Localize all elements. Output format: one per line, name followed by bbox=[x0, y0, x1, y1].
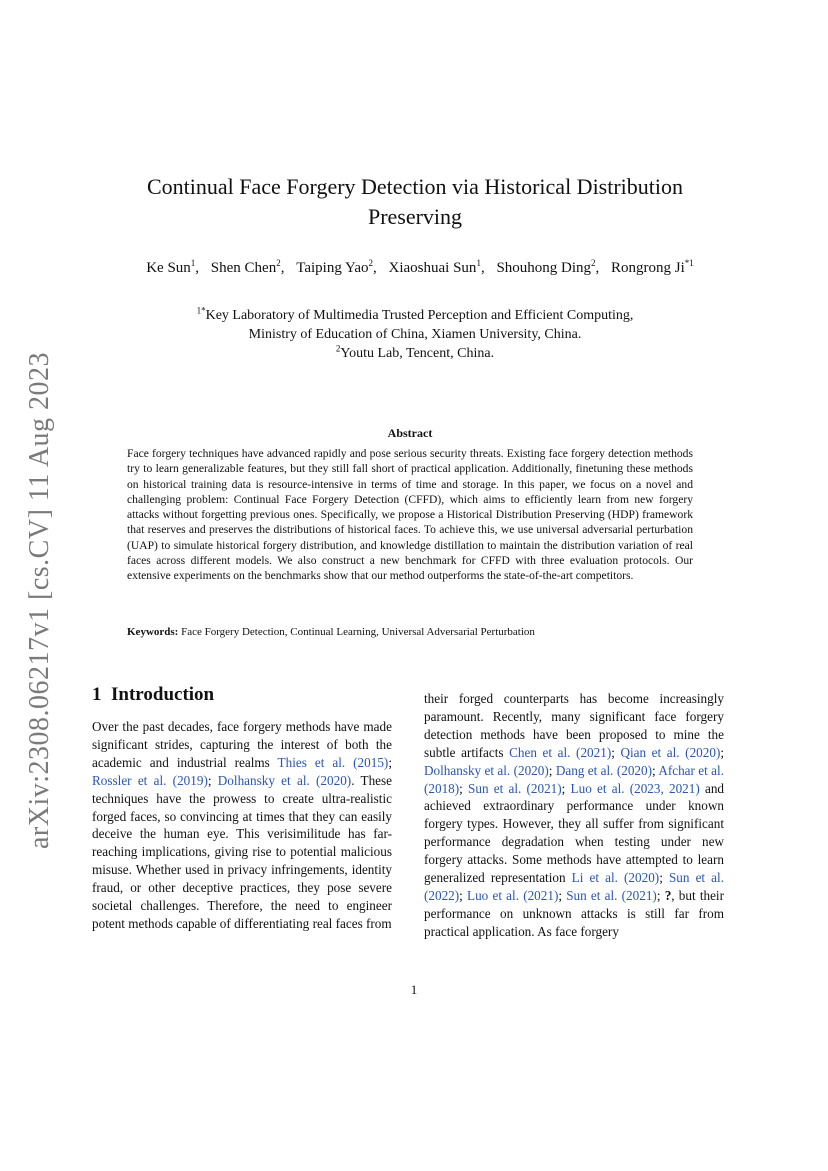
citation-link[interactable]: Luo et al. (2023, 2021) bbox=[570, 780, 700, 796]
missing-citation-marker: ? bbox=[664, 887, 672, 903]
citation-link[interactable]: Dolhansky et al. (2020) bbox=[424, 762, 549, 778]
keywords bbox=[127, 626, 693, 638]
section-heading bbox=[92, 684, 422, 706]
affiliation-1-line-1: Key Laboratory of Multimedia Trusted Perception and Efficient Computing, bbox=[205, 308, 634, 323]
affiliation-1 bbox=[100, 306, 730, 325]
author-name: Ke Sun bbox=[146, 260, 191, 276]
author-separator: , bbox=[373, 260, 377, 276]
body-text: . These techniques have the prowess to create ultra-realistic forged faces, so convincing at times that they can easily deceive the human eye. This verisimilitude has far-reaching implications, giving rise to potential malicious misuse. Whether used in privacy infringements, identity fraud, or other deceptive practices, they pose severe societal challenges. Therefore, the need to engineer potent methods capable of differentiating real faces from bbox=[92, 772, 393, 931]
body-text: ; bbox=[459, 780, 469, 796]
author-separator: , bbox=[480, 260, 485, 276]
body-column-left bbox=[92, 718, 392, 933]
author bbox=[496, 260, 599, 276]
author-affiliation-sup: 2 bbox=[276, 258, 281, 268]
affiliation-2 bbox=[100, 344, 730, 363]
citation-link[interactable]: Afchar et al. (2018) bbox=[424, 762, 724, 796]
affiliation-2-line: Youtu Lab, Tencent, China. bbox=[340, 346, 495, 361]
author bbox=[211, 260, 285, 276]
body-text: ; bbox=[558, 887, 567, 903]
body-text: ; bbox=[659, 870, 669, 886]
affiliation-1-line-2: Ministry of Education of China, Xiamen University, China. bbox=[248, 327, 582, 342]
author-separator: , bbox=[595, 260, 600, 276]
citation-link[interactable]: Chen et al. (2021) bbox=[509, 744, 612, 760]
body-text: Over the past decades, face forgery methods have made significant strides, capturing the interest of both the academic and industrial realms bbox=[92, 719, 392, 770]
body-text: their forged counterparts has become increasingly paramount. Recently, many significant face forgery detection methods have been proposed to mine the subtle artifacts bbox=[424, 691, 724, 760]
citation-link[interactable]: Luo et al. (2021) bbox=[467, 887, 559, 903]
author-name: Shen Chen bbox=[210, 260, 277, 276]
body-text: ; bbox=[611, 744, 621, 760]
author-name: Xiaoshuai Sun bbox=[388, 260, 477, 276]
body-text: ; bbox=[459, 887, 468, 903]
author-name: Rongrong Ji bbox=[611, 260, 685, 276]
affiliations bbox=[100, 306, 730, 363]
body-text: ; bbox=[207, 772, 218, 788]
abstract-text: Face forgery techniques have advanced rapidly and pose serious security threats. Existing face forgery detection methods try to learn generalizable features, but they still fall short of practical application. Additionally, finetuning these methods on historical training data is resource-intensive in terms of time and storage. In this paper, we focus on a novel and challenging problem: Continual Face Forgery Detection (CFFD), which aims to efficiently learn from new forgery attacks without forgetting previous ones. Specifically, we propose a Historical Distribution Preserving (HDP) framework that reserves and preserves the distributions of historical faces. To achieve this, we use universal adversarial perturbation (UAP) to simulate historical forgery distribution, and knowledge distillation to maintain the distribution variation of real faces across different models. We also construct a new benchmark for CFFD with three evaluation protocols. Our extensive experiments on the benchmarks show that our method outperforms the state-of-the-art competitors. bbox=[127, 447, 693, 583]
arxiv-identifier: arXiv:2308.06217v1 [cs.CV] 11 Aug 2023 bbox=[24, 351, 55, 849]
body-text: ; bbox=[388, 754, 392, 770]
citation-link[interactable]: Li et al. (2020) bbox=[571, 870, 660, 886]
author-name: Taiping Yao bbox=[296, 260, 369, 276]
author-affiliation-sup: 1 bbox=[476, 258, 481, 268]
keywords-label: Keywords: bbox=[127, 626, 179, 638]
author bbox=[389, 260, 485, 276]
citation-link[interactable]: Sun et al. (2021) bbox=[566, 887, 657, 903]
author-affiliation-sup: *1 bbox=[684, 258, 694, 268]
paper-title: Continual Face Forgery Detection via Historical Distribution Preserving bbox=[146, 174, 684, 229]
citation-link[interactable]: Rossler et al. (2019) bbox=[92, 772, 208, 788]
body-text: ; bbox=[656, 887, 665, 903]
author bbox=[146, 260, 199, 276]
affiliation-1-sup: 1* bbox=[196, 305, 206, 316]
body-text: ; bbox=[720, 744, 725, 760]
page-number: 1 bbox=[410, 982, 418, 997]
keywords-text: Face Forgery Detection, Continual Learning, Universal Adversarial Perturbation bbox=[181, 626, 535, 638]
author-affiliation-sup: 2 bbox=[368, 258, 374, 268]
author-affiliation-sup: 1 bbox=[190, 258, 196, 268]
abstract-heading: Abstract bbox=[387, 426, 433, 440]
body-text: ; bbox=[548, 762, 556, 778]
citation-link[interactable]: Sun et al. (2021) bbox=[468, 780, 562, 796]
citation-link[interactable]: Thies et al. (2015) bbox=[277, 754, 389, 770]
section-number: 1 bbox=[92, 684, 102, 705]
citation-link[interactable]: Sun et al. (2022) bbox=[424, 870, 725, 903]
body-text: ; bbox=[652, 762, 659, 778]
body-text: and achieved extraordinary performance under known forgery types. However, they all suffer from significant performance degradation when testing under new forgery attacks. Some methods have attempted to learn generalized representation bbox=[424, 780, 725, 886]
body-column-right bbox=[424, 690, 724, 941]
author-separator: , bbox=[195, 260, 200, 276]
citation-link[interactable]: Dang et al. (2020) bbox=[555, 762, 652, 778]
author bbox=[611, 260, 694, 276]
author-separator: , bbox=[280, 260, 285, 276]
author-affiliation-sup: 2 bbox=[591, 258, 596, 268]
citation-link[interactable]: Qian et al. (2020) bbox=[620, 744, 721, 760]
citation-link[interactable]: Dolhansky et al. (2020) bbox=[217, 772, 352, 788]
affiliation-2-sup: 2 bbox=[335, 343, 341, 354]
author-list bbox=[120, 258, 720, 279]
author bbox=[296, 260, 377, 276]
body-text: ; bbox=[561, 780, 571, 796]
body-text: , but their performance on unknown attacks is still far from practical application. As face forgery bbox=[424, 887, 724, 939]
section-title: Introduction bbox=[111, 684, 215, 705]
author-name: Shouhong Ding bbox=[496, 260, 592, 276]
